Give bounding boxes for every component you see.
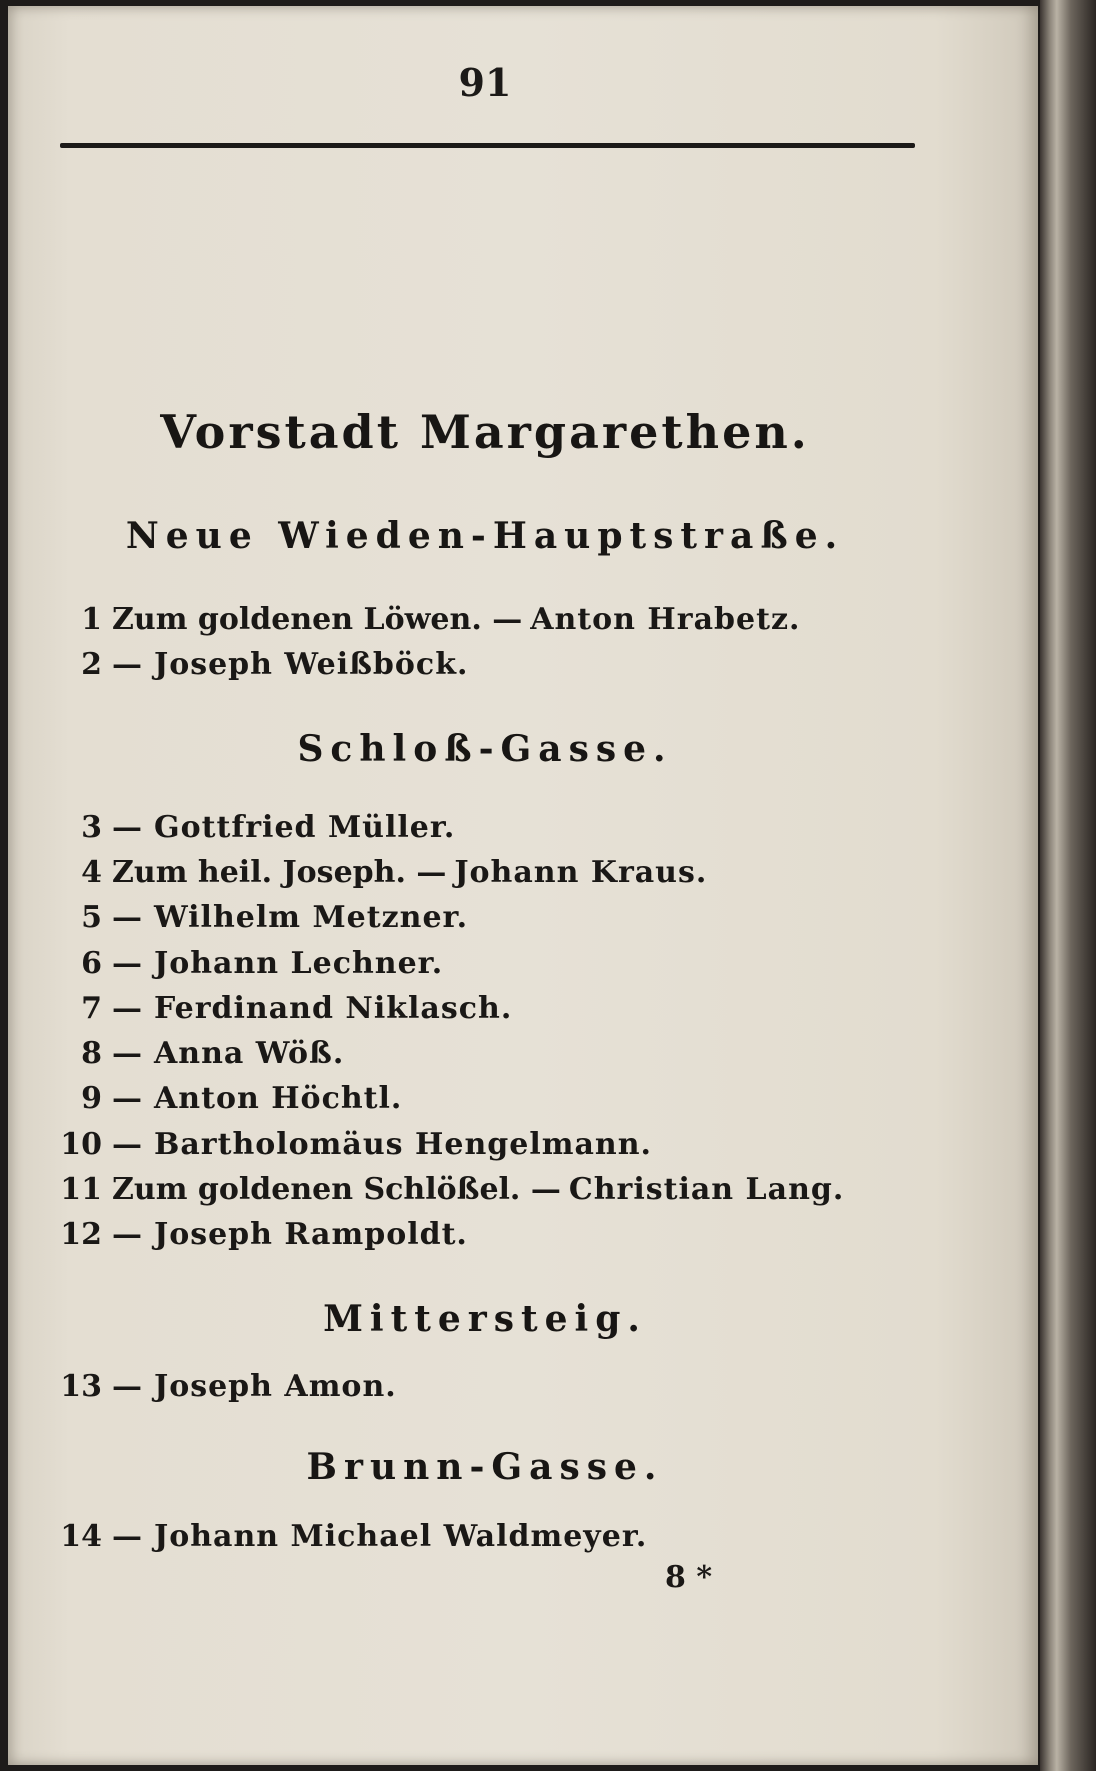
resident-name: Ferdinand Niklasch. (154, 991, 513, 1026)
street-heading: Schloß-Gasse. (297, 728, 673, 770)
street-heading: Mittersteig. (323, 1298, 647, 1340)
list-item (56, 1079, 402, 1119)
entry-prefix: — (112, 991, 142, 1026)
list-item (56, 853, 707, 893)
entry-prefix: — (112, 810, 142, 845)
list-item (56, 645, 468, 685)
entry-prefix: — (112, 1127, 142, 1162)
list-item (56, 1170, 844, 1210)
resident-name: Anna Wöß. (154, 1036, 345, 1071)
house-number: 1 (81, 602, 102, 637)
resident-name: Joseph Amon. (154, 1369, 397, 1404)
house-number: 9 (81, 1081, 102, 1116)
page-edge (1040, 0, 1096, 1771)
house-number: 11 (60, 1172, 102, 1207)
list-item (56, 1367, 397, 1407)
page-number: 91 (458, 60, 512, 105)
list-item (56, 944, 443, 984)
list-item (56, 1517, 647, 1557)
entry-prefix: — (112, 946, 142, 981)
entry-prefix: — (112, 647, 142, 682)
resident-name: Christian Lang. (568, 1172, 845, 1207)
street-heading: Brunn-Gasse. (306, 1446, 664, 1488)
entry-prefix: — (112, 1519, 142, 1554)
entry-prefix: Zum goldenen Schlößel. — (112, 1172, 561, 1207)
resident-name: Wilhelm Metzner. (154, 900, 469, 935)
house-number: 2 (81, 647, 102, 682)
list-item (56, 898, 468, 938)
entry-prefix: Zum heil. Joseph. — (112, 855, 447, 890)
resident-name: Johann Kraus. (454, 855, 708, 890)
list-item (56, 1034, 344, 1074)
resident-name: Anton Höchtl. (154, 1081, 403, 1116)
street-heading: Neue Wieden-Hauptstraße. (125, 515, 845, 557)
list-item (56, 989, 512, 1029)
house-number: 14 (60, 1519, 102, 1554)
resident-name: Anton Hrabetz. (530, 602, 801, 637)
district-title: Vorstadt Margarethen. (160, 405, 810, 459)
house-number: 13 (60, 1369, 102, 1404)
entry-prefix: — (112, 1036, 142, 1071)
list-item (56, 1215, 468, 1255)
house-number: 8 (81, 1036, 102, 1071)
entry-prefix: — (112, 1217, 142, 1252)
resident-name: Johann Michael Waldmeyer. (154, 1519, 648, 1554)
entry-prefix: Zum goldenen Löwen. — (112, 602, 523, 637)
resident-name: Bartholomäus Hengelmann. (154, 1127, 652, 1162)
house-number: 7 (81, 991, 102, 1026)
header-rule (60, 143, 915, 148)
house-number: 5 (81, 900, 102, 935)
entry-prefix: — (112, 1081, 142, 1116)
signature-mark: 8 * (665, 1560, 713, 1595)
resident-name: Gottfried Müller. (154, 810, 456, 845)
house-number: 10 (60, 1127, 102, 1162)
list-item (56, 600, 800, 640)
resident-name: Joseph Rampoldt. (154, 1217, 468, 1252)
resident-name: Johann Lechner. (154, 946, 444, 981)
house-number: 3 (81, 810, 102, 845)
entry-prefix: — (112, 1369, 142, 1404)
house-number: 12 (60, 1217, 102, 1252)
resident-name: Joseph Weißböck. (154, 647, 469, 682)
house-number: 4 (81, 855, 102, 890)
list-item (56, 1125, 652, 1165)
list-item (56, 808, 455, 848)
entry-prefix: — (112, 900, 142, 935)
house-number: 6 (81, 946, 102, 981)
